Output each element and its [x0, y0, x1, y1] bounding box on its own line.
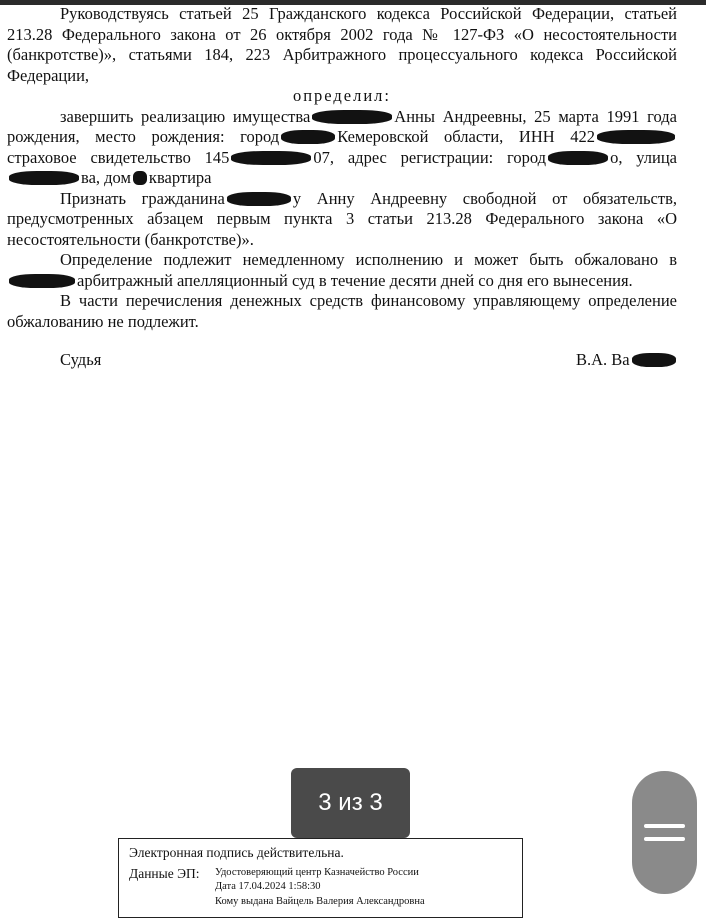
release-text-b: у Анну Андреевну свободной от обязательств, предусмотренных абзацем первым пункта 3 статьи 213.28 Федерального закона «О несостоятельности (банкротстве)». — [7, 188, 678, 249]
judge-name — [576, 350, 678, 370]
signature-title: Электронная подпись действительна. — [129, 845, 344, 860]
redaction-mark — [133, 171, 147, 185]
signature-stamp — [118, 838, 523, 918]
ruling-text-a: завершить реализацию имущества — [60, 106, 311, 126]
signature-owner: Кому выдана Вайцель Валерия Александровна — [215, 896, 425, 907]
paragraph-appeal — [7, 250, 677, 291]
paragraph-legal-basis: Руководствуясь статьей 25 Гражданского кодекса Российской Федерации, статьей 213.28 Федерального закона от 26 октября 2002 года № 127-ФЗ «О несостоятельности (банкротстве)», статьями 184, 223 Арбитражного процессуального кодекса Российской Федерации, — [7, 4, 677, 85]
menu-button[interactable] — [632, 771, 697, 894]
ruling-text-e: 07, адрес регистрации: город — [313, 147, 547, 167]
redaction-mark — [281, 130, 335, 144]
release-text-a: Признать гражданина — [60, 188, 225, 208]
signature-data-label: Данные ЭП: — [129, 866, 200, 881]
judge-label: Судья — [60, 350, 102, 369]
page-indicator: 3 из 3 — [291, 768, 410, 838]
document-body — [7, 4, 677, 332]
hamburger-icon — [644, 837, 685, 841]
redaction-mark — [312, 110, 392, 124]
hamburger-icon — [644, 824, 685, 828]
redaction-mark — [231, 151, 311, 165]
appeal-text-b: арбитражный апелляционный суд в течение десяти дней со дня его вынесения. — [77, 270, 633, 290]
redaction-mark — [9, 171, 79, 185]
signature-date: Дата 17.04.2024 1:58:30 — [215, 881, 321, 892]
paragraph-no-appeal: В части перечисления денежных средств финансовому управляющему определение обжалованию не подлежит. — [7, 291, 677, 331]
ruling-text-f: о, улица — [610, 147, 678, 167]
redaction-mark — [227, 192, 291, 206]
ruling-text-d: страховое свидетельство 145 — [7, 147, 230, 167]
ruling-heading: определил: — [292, 86, 392, 105]
ruling-text-g: ва, дом — [81, 168, 131, 187]
signature-issuer: Удостоверяющий центр Казначейство России — [215, 867, 419, 878]
redaction-mark — [9, 274, 75, 288]
appeal-text-a: Определение подлежит немедленному исполнению и может быть обжаловано в — [60, 250, 677, 269]
redaction-mark — [597, 130, 675, 144]
paragraph-ruling — [7, 107, 677, 189]
judge-name-text: В.А. Ва — [576, 350, 630, 369]
paragraph-release — [7, 189, 677, 251]
ruling-text-c: Кемеровской области, ИНН 422 — [337, 127, 595, 146]
redaction-mark — [632, 353, 676, 367]
redaction-mark — [548, 151, 608, 165]
ruling-text-b: Анны Андреевны, 25 марта 1991 года рождения, место рождения: город — [7, 106, 677, 146]
ruling-text-h: квартира — [148, 168, 212, 187]
